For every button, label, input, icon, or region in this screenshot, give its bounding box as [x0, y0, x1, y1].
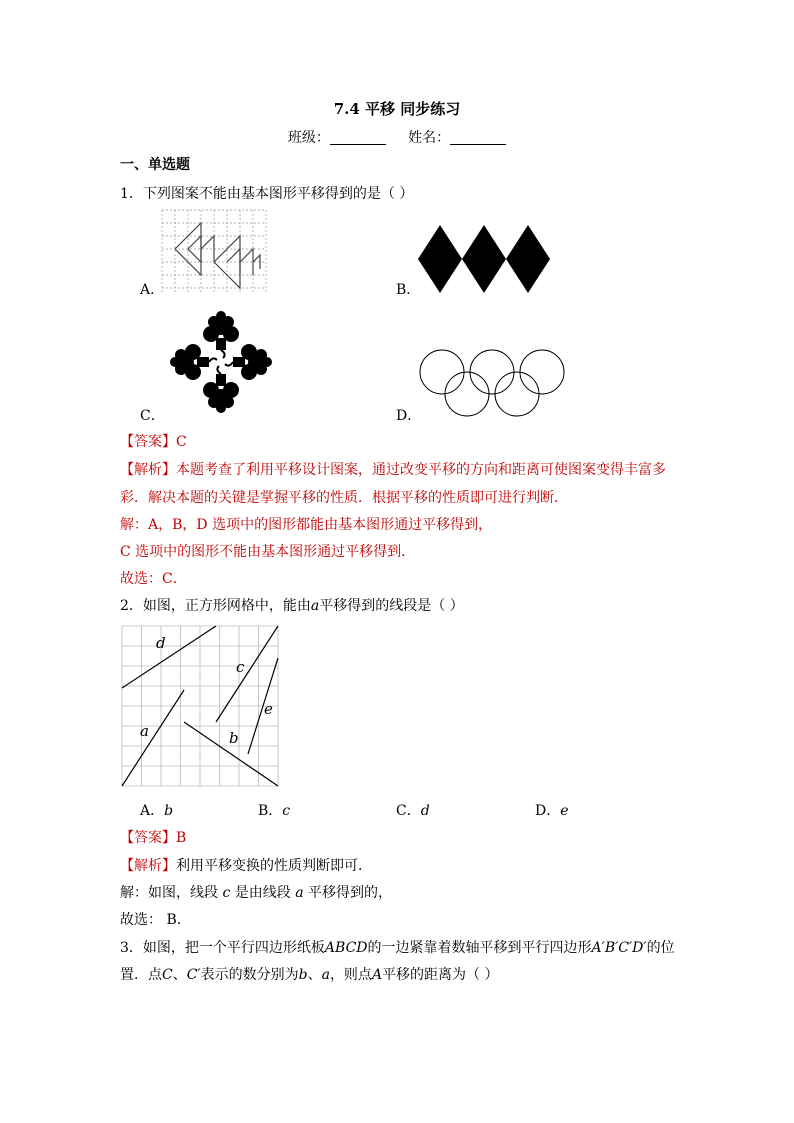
- q2-answer-tag: 【答案】: [120, 830, 176, 846]
- q2-sol-var1: c: [222, 885, 231, 901]
- q1-answer-tag: 【答案】: [120, 434, 176, 450]
- q2-sol-pre: 解：如图，线段: [120, 885, 223, 901]
- q2-option-a-var: b: [164, 803, 174, 819]
- q2-sol-var2: a: [295, 885, 304, 901]
- name-label: 姓名：: [408, 130, 451, 146]
- q2-option-d: [535, 800, 569, 820]
- q2-grid-figure: [122, 626, 278, 786]
- class-blank[interactable]: [330, 130, 386, 145]
- seg-label-c: c: [236, 658, 245, 676]
- q3-l1-var1: ABCD: [324, 940, 368, 956]
- q2-option-a-label: A．: [140, 803, 165, 819]
- seg-label-b: b: [229, 729, 239, 747]
- section-title: 一、单选题: [120, 157, 190, 173]
- q3-l1-var2: A′B′C′D′: [591, 940, 647, 956]
- q1-option-a: A．: [140, 282, 165, 298]
- q3-l2-pre: 置．点: [120, 967, 162, 983]
- q2-option-d-label: D．: [535, 803, 561, 819]
- q3-l2-mid: 表示的数分别为: [200, 967, 299, 983]
- q3-l1-mid: 的一边紧靠着数轴平移到平行四边形: [367, 940, 592, 956]
- q1-figure-c: [161, 304, 281, 418]
- q2-option-c: [396, 800, 430, 820]
- q3-l2-post: 平移的距离为（ ）: [382, 967, 499, 983]
- name-blank[interactable]: [450, 130, 506, 145]
- q3-l2-var3: b: [298, 967, 308, 983]
- q2-stem-pre: 2．如图，正方形网格中，能由: [120, 598, 311, 614]
- q1-stem: 1．下列图案不能由基本图形平移得到的是（ ）: [120, 186, 414, 202]
- q3-l2-sep1: 、: [172, 967, 187, 983]
- q2-analysis-tag: 【解析】: [120, 858, 176, 874]
- q2-analysis-text: 利用平移变换的性质判断即可．: [176, 858, 372, 874]
- q1-figure-b: [418, 225, 550, 293]
- class-label: 班级：: [287, 130, 330, 146]
- q3-l1-pre: 3．如图，把一个平行四边形纸板: [120, 940, 325, 956]
- q3-l2-var4: a: [321, 967, 330, 983]
- q1-answer-value: C: [176, 434, 187, 450]
- q1-option-c: C．: [140, 408, 165, 424]
- q2-solution: [120, 882, 392, 902]
- q2-solution-end: 故选： B．: [120, 912, 191, 928]
- q1-solution-1: 解：A，B，D 选项中的图形都能由基本图形通过平移得到，: [120, 517, 493, 533]
- q3-l1-post: 的位: [646, 940, 675, 956]
- q1-analysis: [120, 459, 666, 479]
- q2-option-b-var: c: [282, 803, 291, 819]
- page-title: 7.4 平移 同步练习: [333, 100, 461, 118]
- seg-label-d: d: [156, 634, 166, 652]
- q3-stem-line1: [120, 937, 675, 957]
- q2-stem-var: a: [310, 598, 320, 614]
- q2-stem-post: 平移得到的线段是（ ）: [319, 598, 464, 614]
- q2-stem: [120, 595, 464, 615]
- q1-solution-3: 故选：C．: [120, 571, 187, 587]
- q1-figure-d: [418, 348, 568, 420]
- q2-answer-value: B: [176, 830, 187, 846]
- q2-option-b: [258, 800, 290, 820]
- q1-answer: [120, 431, 187, 451]
- q2-answer: [120, 827, 186, 847]
- q2-option-c-var: d: [420, 803, 430, 819]
- q3-stem-line2: [120, 964, 499, 984]
- q1-solution-2: C 选项中的图形不能由基本图形通过平移得到．: [120, 544, 416, 560]
- q2-option-b-label: B．: [258, 803, 283, 819]
- class-name-line: [0, 127, 794, 147]
- q2-option-c-label: C．: [396, 803, 421, 819]
- q3-l2-var5: A: [371, 967, 383, 983]
- q2-option-d-var: e: [560, 803, 569, 819]
- q2-option-a: [140, 800, 173, 820]
- q2-sol-mid: 是由线段: [230, 885, 296, 901]
- q2-analysis: [120, 855, 372, 875]
- q1-option-b: B．: [396, 282, 421, 298]
- seg-label-a: a: [140, 722, 149, 740]
- q1-analysis-text1: 本题考查了利用平移设计图案，通过改变平移的方向和距离可使图案变得丰富多: [176, 462, 666, 478]
- q2-sol-post: 平移得到的，: [303, 885, 393, 901]
- q1-analysis-text2: 彩．解决本题的关键是掌握平移的性质．根据平移的性质即可进行判断．: [120, 490, 568, 506]
- q3-l2-mid2: ，则点: [329, 967, 372, 983]
- seg-label-e: e: [264, 700, 273, 718]
- q1-analysis-tag: 【解析】: [120, 462, 176, 478]
- q3-l2-var2: C′: [186, 967, 201, 983]
- q3-l2-sep2: 、: [307, 967, 322, 983]
- q3-l2-var1: C: [162, 967, 173, 983]
- q1-figure-a: [162, 210, 267, 292]
- q1-option-d: D．: [396, 408, 422, 424]
